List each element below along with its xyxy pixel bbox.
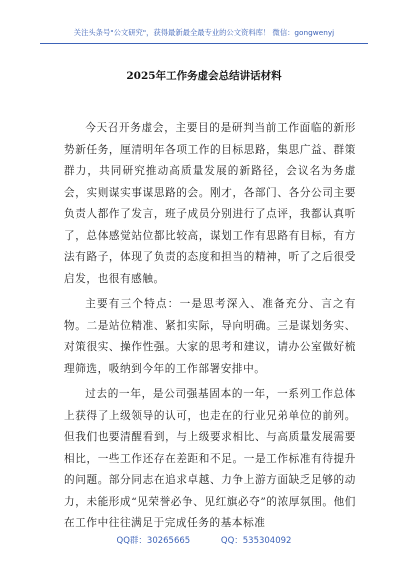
paragraph-1: 今天召开务虚会，主要目的是研判当前工作面临的新形势新任务，厘清明年各项工作的目标思路，集思广益、群策群力，共同研究推动高质量发展的新路径，会议名为务虚会，实则谋实事谋思路的会。刚才，各部门、各分公司主要负责人都作了发言，班子成员分别进行了点评，我都认真听了，总体感觉站位都比较高，谋划工作有思路有目标，有方法有路子，体现了负责的态度和担当的精神，听了之后很受启发，也很有感触。 <box>64 122 356 285</box>
document-body <box>64 118 356 539</box>
footer-qq: QQ：535304092 <box>220 536 292 546</box>
paragraph-2: 主要有三个特点：一是思考深入、准备充分、言之有物。二是站位精准、紧扣实际，导向明确。三是谋划务实、对策很实、操作性强。大家的思考和建议，请办公室做好梳理筛选，吸纳到今年的工作部署安排中。 <box>64 298 356 375</box>
footer-qq-group: QQ群：30265665 <box>116 536 191 546</box>
footer-contact <box>0 534 408 546</box>
header-note: 关注头条号"公文研究"，获得最新最全最专业的公文资料库！ 微信：gongwenyj <box>73 28 335 37</box>
paragraph-3: 过去的一年，是公司强基固本的一年，一系列工作总体上获得了上级领导的认可，也走在的行业兄弟单位的前列。但我们也要清醒看到，与上级要求相比、与高质量发展需要相比，一些工作还存在差距和不足。一是工作标准有待提升的问题。部分同志在追求卓越、力争上游方面缺乏足够的动力，未能形成“见荣誉必争、见红旗必夺”的浓厚氛围。他们在工作中往往满足于完成任务的基本标准 <box>64 388 356 529</box>
document-title: 2025年工作务虚会总结讲话材料 <box>126 70 282 82</box>
header-divider <box>40 43 368 44</box>
